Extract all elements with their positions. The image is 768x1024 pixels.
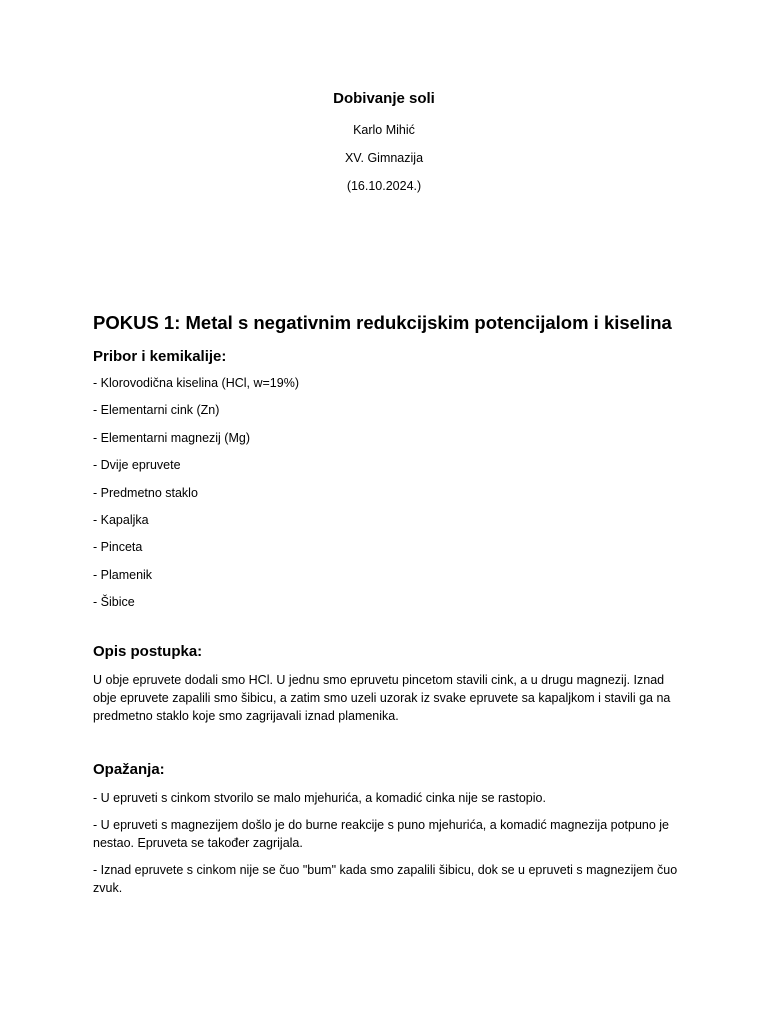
materials-list xyxy=(93,374,683,621)
list-item: - Klorovodična kiselina (HCl, w=19%) xyxy=(93,376,299,390)
document-title: Dobivanje soli xyxy=(333,90,435,107)
observation-item: - Iznad epruvete s cinkom nije se čuo "bum" kada smo zapalili šibicu, dok se u epruveti s magnezijem čuo zvuk. xyxy=(93,862,678,895)
procedure-heading: Opis postupka: xyxy=(93,642,203,660)
list-item: - Elementarni magnezij (Mg) xyxy=(93,430,250,445)
observations-heading: Opažanja: xyxy=(93,760,165,778)
list-item: - Elementarni cink (Zn) xyxy=(93,403,220,418)
experiment-section xyxy=(93,310,683,897)
title-block xyxy=(0,88,768,200)
list-item: - Plamenik xyxy=(93,567,153,582)
list-item: - Pinceta xyxy=(93,540,143,555)
observation-item: - U epruveti s magnezijem došlo je do burne reakcije s puno mjehurića, a komadić magnezija potpuno je nestao. Epruveta se također zagrijala. xyxy=(93,817,670,850)
list-item: - Predmetno staklo xyxy=(93,485,198,500)
document-date: (16.10.2024.) xyxy=(346,179,422,193)
list-item: - Kapaljka xyxy=(93,512,149,527)
list-item: - Šibice xyxy=(93,595,135,610)
author-name: Karlo Mihić xyxy=(353,123,415,137)
materials-heading: Pribor i kemikalije: xyxy=(93,348,227,365)
procedure-text: U obje epruvete dodali smo HCl. U jednu smo epruvetu pincetom stavili cink, a u drugu magnezij. Iznad obje epruvete zapalili smo šibicu, a zatim smo uzeli uzorak iz svake epruvete sa kapaljkom i stavili ga na predmetno staklo koje smo zagrijavali iznad plamenika. xyxy=(93,672,671,723)
list-item: - Dvije epruvete xyxy=(93,458,181,473)
observation-item: - U epruveti s cinkom stvorilo se malo mjehurića, a komadić cinka nije se rastopio. xyxy=(93,790,546,805)
school-name: XV. Gimnazija xyxy=(344,151,424,165)
experiment-title: POKUS 1: Metal s negativnim redukcijskim potencijalom i kiselina xyxy=(93,312,672,333)
